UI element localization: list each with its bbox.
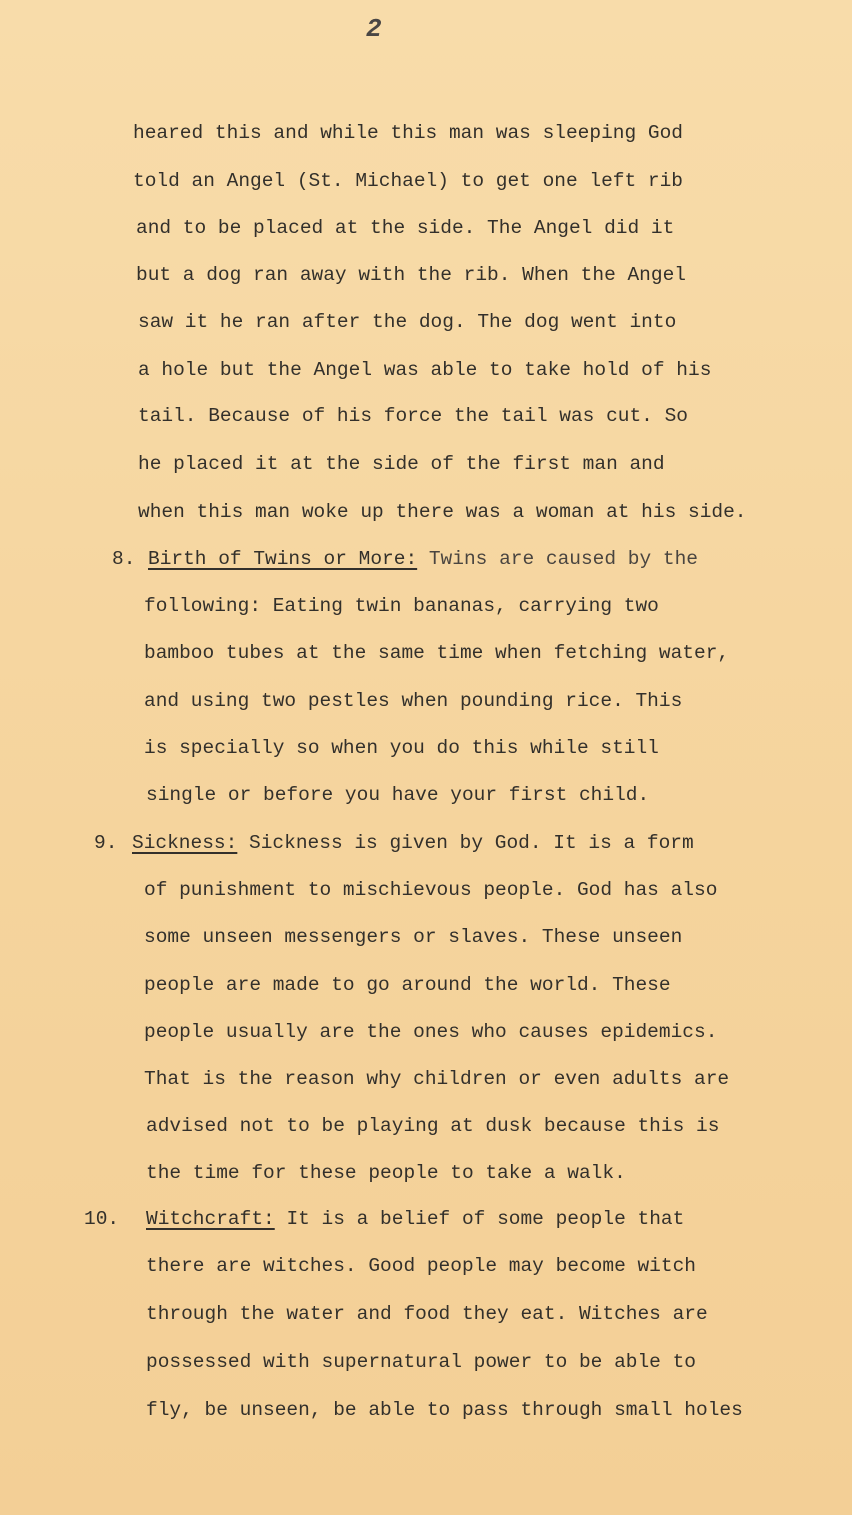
section-number: 10. (84, 1208, 120, 1230)
text-line: and to be placed at the side. The Angel did it (136, 217, 675, 239)
text-line: possessed with supernatural power to be able to (146, 1351, 696, 1373)
section-number: 9. (94, 832, 118, 854)
text-line: told an Angel (St. Michael) to get one left rib (133, 170, 683, 192)
text-line: of punishment to mischievous people. God has also (144, 879, 718, 901)
text-line: is specially so when you do this while still (144, 737, 659, 759)
section-heading: Birth of Twins or More: (148, 548, 418, 570)
text-line: there are witches. Good people may become witch (146, 1255, 696, 1277)
text-line: the time for these people to take a walk. (146, 1162, 626, 1184)
page-number: 2 (366, 14, 382, 44)
text-line: fly, be unseen, be able to pass through small holes (146, 1399, 743, 1421)
text-line: through the water and food they eat. Witches are (146, 1303, 708, 1325)
text-line: and using two pestles when pounding rice. This (144, 690, 683, 712)
text-line: people usually are the ones who causes epidemics. (144, 1021, 718, 1043)
text-line: he placed it at the side of the first man and (138, 453, 665, 475)
text-line: some unseen messengers or slaves. These unseen (144, 926, 683, 948)
text-line: heared this and while this man was sleeping God (133, 122, 683, 144)
text-line: saw it he ran after the dog. The dog went into (138, 311, 677, 333)
text-line: people are made to go around the world. These (144, 974, 671, 996)
text-line: bamboo tubes at the same time when fetching water, (144, 642, 730, 664)
section-first-line (148, 544, 698, 574)
text-line: single or before you have your first child. (146, 784, 650, 806)
section-first-line (132, 828, 694, 858)
section-heading: Witchcraft: (146, 1208, 275, 1230)
section-text: Twins are caused by the (428, 548, 699, 570)
text-line: but a dog ran away with the rib. When the Angel (136, 264, 686, 286)
text-line: That is the reason why children or even adults are (144, 1068, 730, 1090)
section-first-line (146, 1204, 684, 1234)
section-number: 8. (112, 548, 136, 570)
section-heading: Sickness: (132, 832, 238, 854)
text-line: a hole but the Angel was able to take hold of his (138, 359, 712, 381)
section-text: It is a belief of some people that (286, 1208, 685, 1230)
text-line: when this man woke up there was a woman at his side. (138, 501, 747, 523)
section-text: Sickness is given by God. It is a form (249, 832, 694, 854)
text-line: following: Eating twin bananas, carrying two (144, 595, 659, 617)
text-line: tail. Because of his force the tail was cut. So (138, 405, 688, 427)
text-line: advised not to be playing at dusk because this is (146, 1115, 720, 1137)
